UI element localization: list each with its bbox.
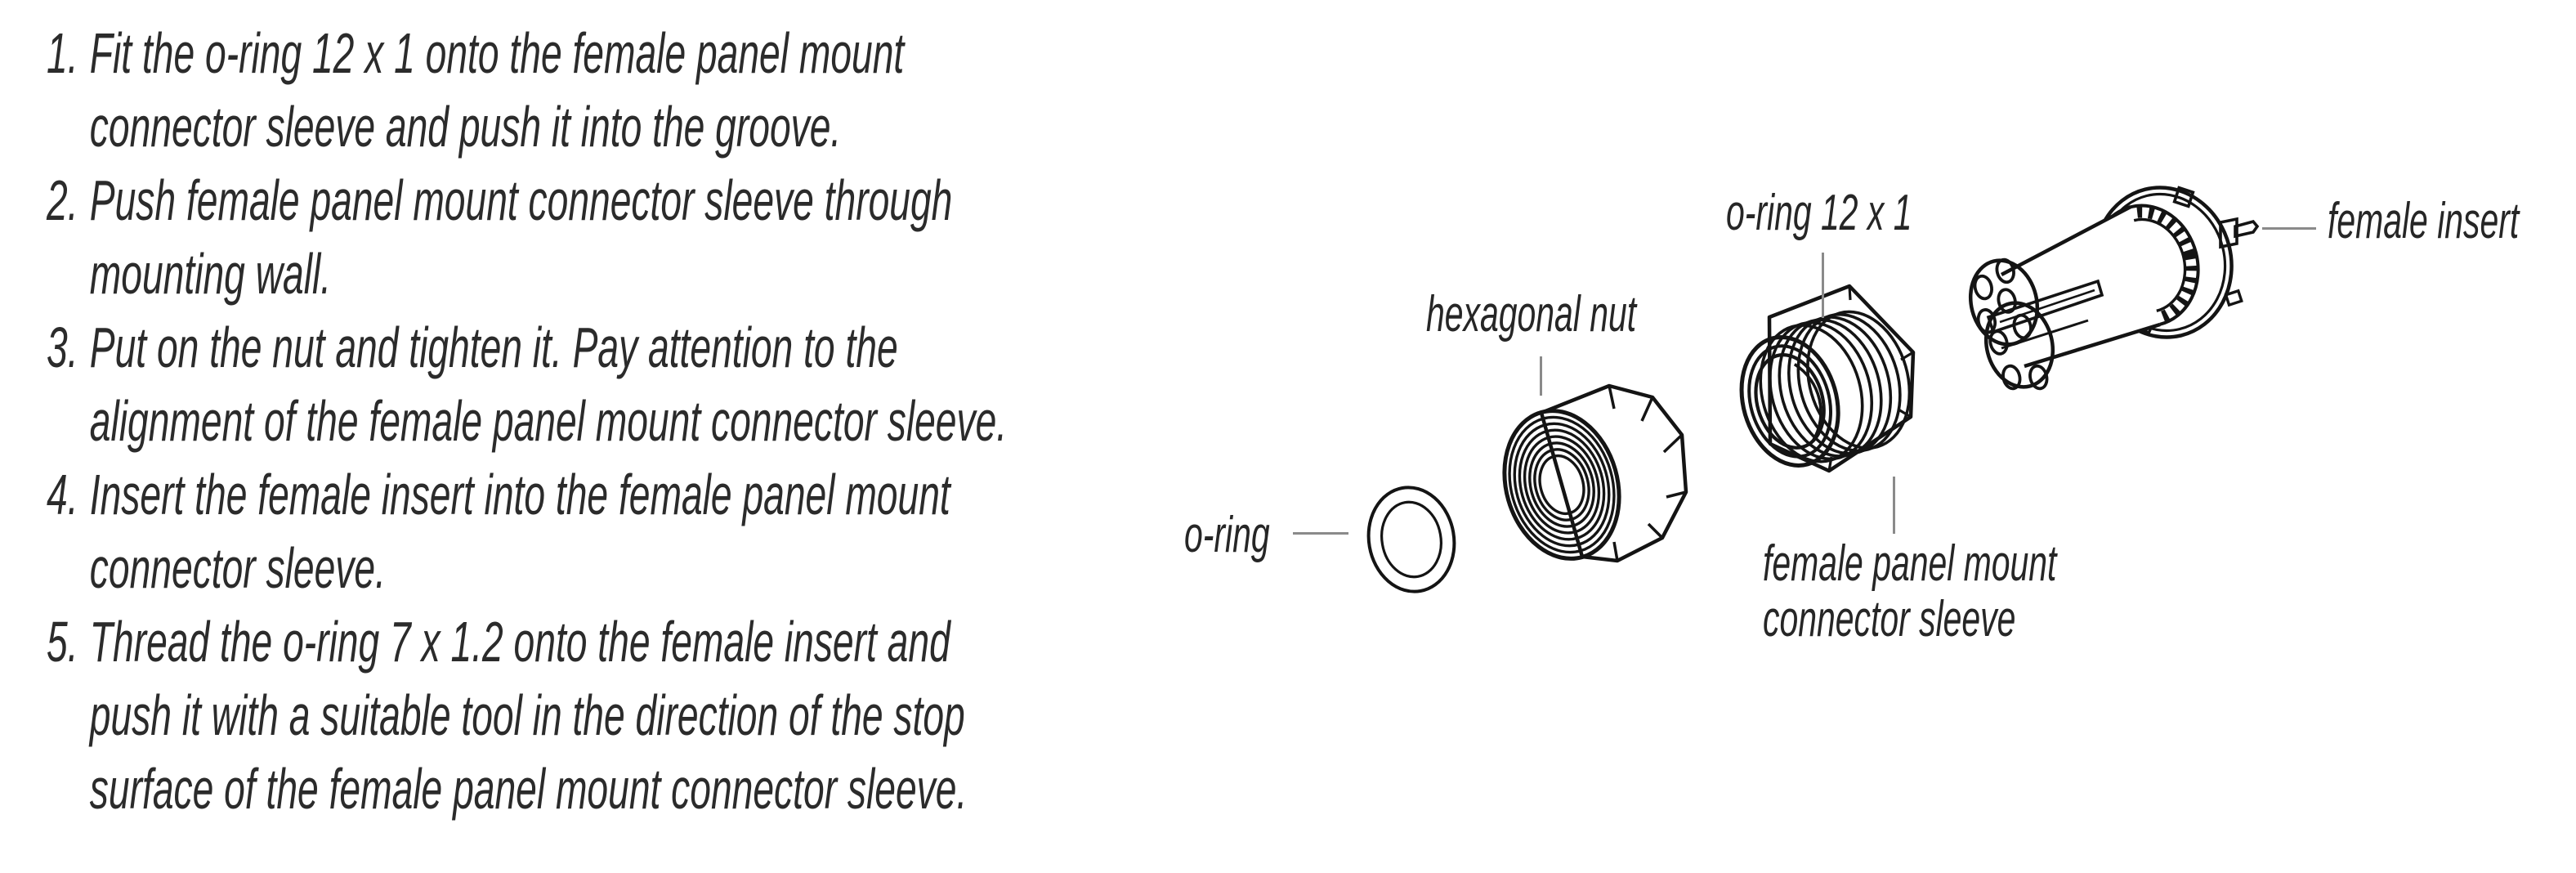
sleeve-leader-line [1893, 477, 1895, 534]
instruction-step-5 [47, 605, 1071, 826]
instruction-line: Thread the o-ring 7 x 1.2 onto the female insert and [89, 610, 950, 674]
hexagonal-nut-label: hexagonal nut [1426, 286, 1637, 342]
female-insert-drawing [1966, 188, 2260, 437]
instruction-line: push it with a suitable tool in the direction of the stop [89, 683, 965, 747]
instruction-line: Fit the o-ring 12 x 1 onto the female panel mount [89, 21, 905, 85]
step-number: 3. [47, 316, 78, 379]
instruction-line: Put on the nut and tighten it. Pay attention to the [89, 316, 898, 379]
hexagonal-nut-drawing [1500, 372, 1693, 564]
step-number: 5. [47, 610, 78, 674]
instruction-line: mounting wall. [89, 242, 332, 306]
instruction-line: connector sleeve and push it into the groove. [89, 95, 842, 159]
step-text [90, 311, 1071, 458]
female-insert-leader-line [2262, 227, 2316, 230]
o-ring-drawing [1365, 485, 1463, 599]
step-text [90, 605, 1071, 826]
instructions-list [47, 16, 1071, 826]
instruction-line: Push female panel mount connector sleeve through [89, 168, 953, 232]
step-number: 4. [47, 463, 78, 526]
o-ring-label: o-ring [1184, 507, 1270, 563]
step-number: 2. [47, 168, 78, 232]
o-ring-12x1-leader-line [1822, 253, 1824, 318]
o-ring-12x1-label: o-ring 12 x 1 [1726, 185, 1912, 241]
sleeve-label-line2: connector sleeve [1763, 591, 2016, 647]
sleeve-label-line1: female panel mount [1763, 535, 2057, 592]
instruction-step-1 [47, 16, 1071, 163]
instruction-step-2 [47, 163, 1071, 311]
instruction-line: Insert the female insert into the female panel mount [89, 463, 950, 526]
instruction-line: connector sleeve. [89, 536, 386, 600]
hexagonal-nut-leader-line [1540, 356, 1542, 396]
female-insert-label: female insert [2328, 193, 2520, 249]
instruction-step-4 [47, 458, 1071, 605]
step-number: 1. [47, 21, 78, 85]
step-text [90, 16, 1071, 163]
sleeve-label [1763, 536, 2056, 647]
instruction-line: alignment of the female panel mount connector sleeve. [89, 389, 1008, 453]
instruction-step-3 [47, 311, 1071, 458]
step-text [90, 163, 1071, 311]
step-text [90, 458, 1071, 605]
instruction-line: surface of the female panel mount connector sleeve. [89, 757, 968, 821]
connector-sleeve-drawing [1739, 276, 1935, 481]
o-ring-leader-line [1293, 532, 1348, 535]
